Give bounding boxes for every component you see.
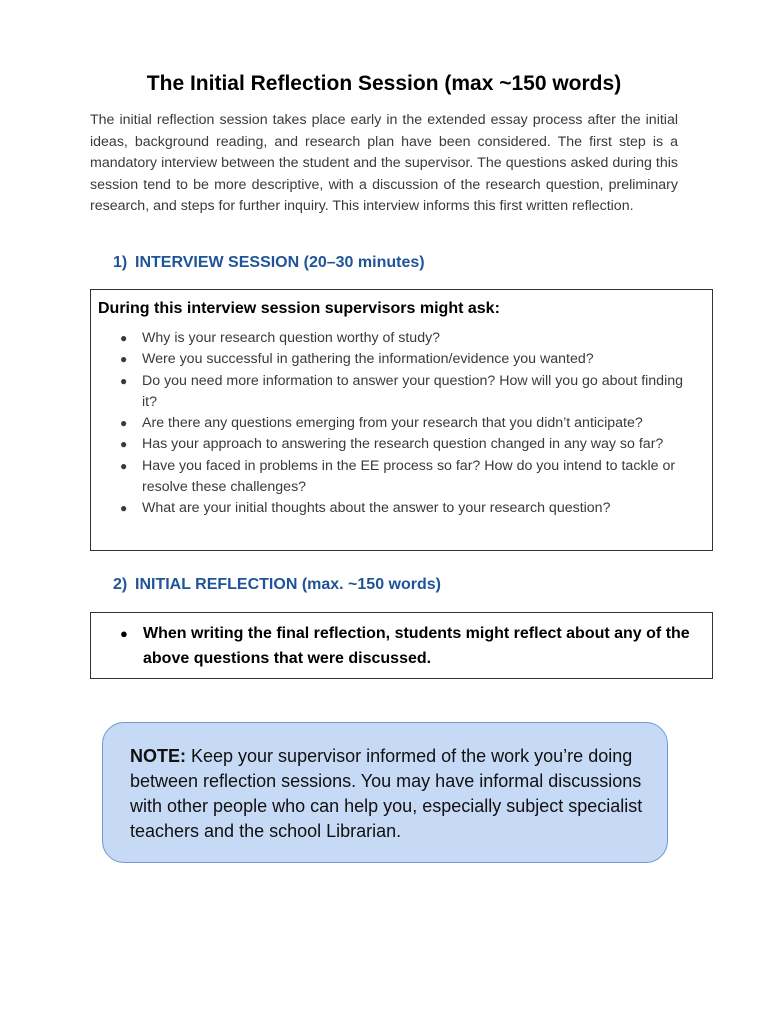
question-text: Has your approach to answering the research question changed in any way so far? [142, 436, 664, 453]
bullet-icon: ● [120, 501, 128, 516]
bullet-icon: ● [120, 626, 128, 641]
question-text: Why is your research question worthy of study? [142, 330, 441, 346]
interview-questions-box [90, 289, 713, 551]
section-heading-interview [113, 252, 425, 274]
question-text: Are there any questions emerging from your research that you didn’t anticipate? [142, 415, 643, 432]
reflection-text: When writing the final reflection, students might reflect about any of the above questions that were discussed. [143, 625, 690, 667]
page-title: The Initial Reflection Session (max ~150 words) [146, 72, 622, 95]
reflection-item [120, 621, 703, 671]
list-item [91, 434, 691, 455]
list-item [91, 498, 691, 519]
note-body: Keep your supervisor informed of the work you’re doing between reflection sessions. You may have informal discussions with other people who can help you, especially subject specialist teachers and the school Librarian. [130, 746, 643, 841]
section-number: 1) [113, 254, 128, 271]
box-heading: During this interview session supervisors might ask: [98, 300, 500, 317]
intro-paragraph: The initial reflection session takes place early in the extended essay process after the initial ideas, background reading, and research plan have been considered. The first step is a mandatory interview between the student and the supervisor. The questions asked during this session tend to be more descriptive, with a discussion of the research question, preliminary research, and steps for further inquiry. This interview informs this first written reflection. [90, 112, 678, 214]
question-text: What are your initial thoughts about the answer to your research question? [142, 500, 611, 517]
list-item [91, 371, 691, 414]
bullet-icon: ● [120, 437, 128, 452]
question-text: Do you need more information to answer your question? How will you go about finding it? [142, 372, 684, 410]
note-label: NOTE: [130, 746, 186, 766]
list-item [91, 413, 691, 434]
bullet-icon: ● [120, 331, 128, 345]
question-list [91, 328, 691, 520]
note-callout [102, 722, 668, 863]
list-item [91, 456, 691, 499]
reflection-box [90, 612, 713, 679]
bullet-icon: ● [120, 416, 128, 431]
bullet-icon: ● [120, 352, 128, 367]
question-text: Were you successful in gathering the information/evidence you wanted? [142, 351, 594, 368]
section-heading-reflection [113, 574, 441, 596]
note-text [130, 744, 650, 844]
list-item [91, 349, 691, 370]
section-heading-text: INITIAL REFLECTION (max. ~150 words) [135, 576, 441, 593]
bullet-icon: ● [120, 373, 128, 388]
question-text: Have you faced in problems in the EE process so far? How do you intend to tackle or resolve these challenges? [142, 457, 676, 496]
list-item [91, 328, 691, 349]
bullet-icon: ● [120, 458, 128, 473]
section-number: 2) [113, 576, 128, 593]
section-heading-text: INTERVIEW SESSION (20–30 minutes) [135, 254, 425, 271]
